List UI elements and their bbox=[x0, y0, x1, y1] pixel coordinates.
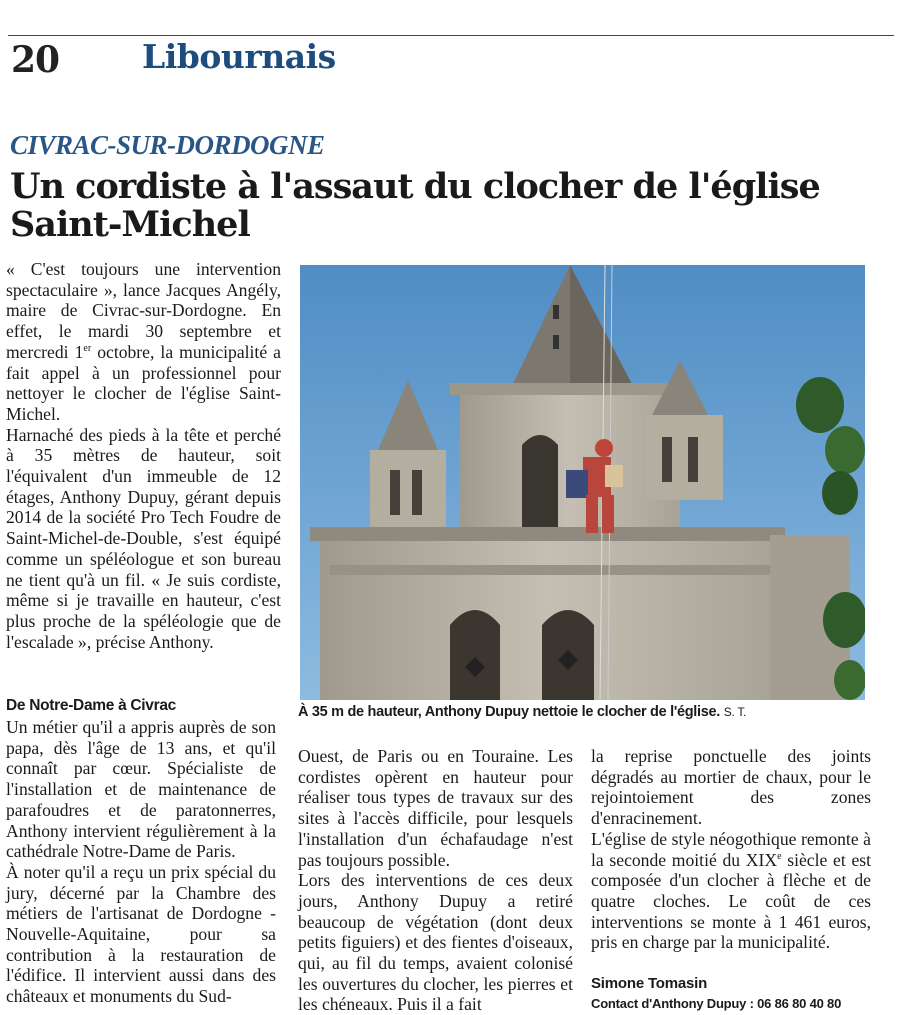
article-headline: Un cordiste à l'assaut du clocher de l'église Saint-Michel bbox=[10, 166, 820, 245]
paragraph-cordistes: Ouest, de Paris ou en Touraine. Les cordistes opèrent en hauteur pour réaliser tous types de travaux sur des sites à l'accès difficile, pour lesquels l'installation d'un échafaudage n'est pas toujours possible. bbox=[298, 746, 573, 870]
article-column-3 bbox=[591, 746, 871, 953]
page-number: 20 bbox=[11, 39, 60, 81]
paragraph-works: Lors des interventions de ces deux jours, Anthony Dupuy a retiré beaucoup de végétation (dont deux petits figuiers) et des fientes d'oiseaux, qui, au fil du temps, avaient colonisé les ouvertures du clocher, les pierres et les chéneaux. Puis il a fait bbox=[298, 870, 573, 1015]
paragraph-intro-text-a: « C'est toujours une intervention spectaculaire », lance Jacques Angély, maire de Civrac-sur-Dordogne. En effet, le mardi 30 septembre et mercredi 1 bbox=[6, 259, 281, 362]
paragraph-intro-text-b: octobre, la municipalité a fait appel à un professionnel pour nettoyer le clocher de l'église Saint-Michel. bbox=[6, 341, 281, 424]
paragraph-repair: la reprise ponctuelle des joints dégradés au mortier de chaux, pour le rejointoiement des zones d'enracinement. bbox=[591, 746, 871, 829]
paragraph-intro bbox=[6, 259, 281, 425]
section-name: Libournais bbox=[142, 37, 336, 76]
photo-caption-text: À 35 m de hauteur, Anthony Dupuy nettoie le clocher de l'église. bbox=[298, 704, 721, 720]
paragraph-church-text-b: siècle et est composée d'un clocher à flèche et de quatre cloches. Le coût de ces interventions se monte à 1 461 euros, pris en charge par la municipalité. bbox=[591, 849, 871, 953]
article-column-2 bbox=[298, 746, 573, 1015]
bell-tower-photo bbox=[300, 265, 865, 700]
century-superscript: e bbox=[777, 850, 782, 862]
paragraph-church-text-a: L'église de style néogothique remonte à la seconde moitié du XIX bbox=[591, 828, 871, 870]
ordinal-superscript: er bbox=[83, 342, 92, 354]
top-rule bbox=[8, 35, 894, 36]
contact-line: Contact d'Anthony Dupuy : 06 86 80 40 80 bbox=[591, 996, 842, 1011]
article-kicker: CIVRAC-SUR-DORDOGNE bbox=[10, 130, 325, 160]
photo-credit: S. T. bbox=[723, 705, 747, 719]
paragraph-trade: Un métier qu'il a appris auprès de son papa, dès l'âge de 13 ans, et qu'il connaît par cœur. Spécialiste de l'installation et de maintenance de parafoudres et de paratonnerres, Anthony intervient régulièrement à la cathédrale Notre-Dame de Paris. bbox=[6, 717, 276, 862]
paragraph-harness: Harnaché des pieds à la tête et perché à 35 mètres de hauteur, soit l'équivalent d'un immeuble de 12 étages, Anthony Dupuy, gérant depuis 2014 de la société Pro Tech Foudre de Saint-Michel-de-Double, s'est équipé comme un spéléologue et son bureau ne tient qu'à un fil. « Je suis cordiste, même si je travaille en hauteur, c'est plus proche de la spéléologie que de l'escalade », précise Anthony. bbox=[6, 424, 281, 652]
article-column-1 bbox=[6, 259, 281, 652]
paragraph-church bbox=[591, 829, 871, 953]
article-column-1-lower bbox=[6, 717, 276, 1007]
author-byline: Simone Tomasin bbox=[591, 975, 708, 992]
photo-caption bbox=[298, 704, 746, 720]
subheading: De Notre-Dame à Civrac bbox=[6, 697, 177, 714]
paragraph-prize: À noter qu'il a reçu un prix spécial du jury, décerné par la Chambre des métiers de l'artisanat de Dordogne - Nouvelle-Aquitaine, pour sa contribution à la restauration de l'édifice. Il intervient aussi dans des châteaux et monuments du Sud- bbox=[6, 861, 276, 1007]
article-photo bbox=[300, 265, 865, 700]
